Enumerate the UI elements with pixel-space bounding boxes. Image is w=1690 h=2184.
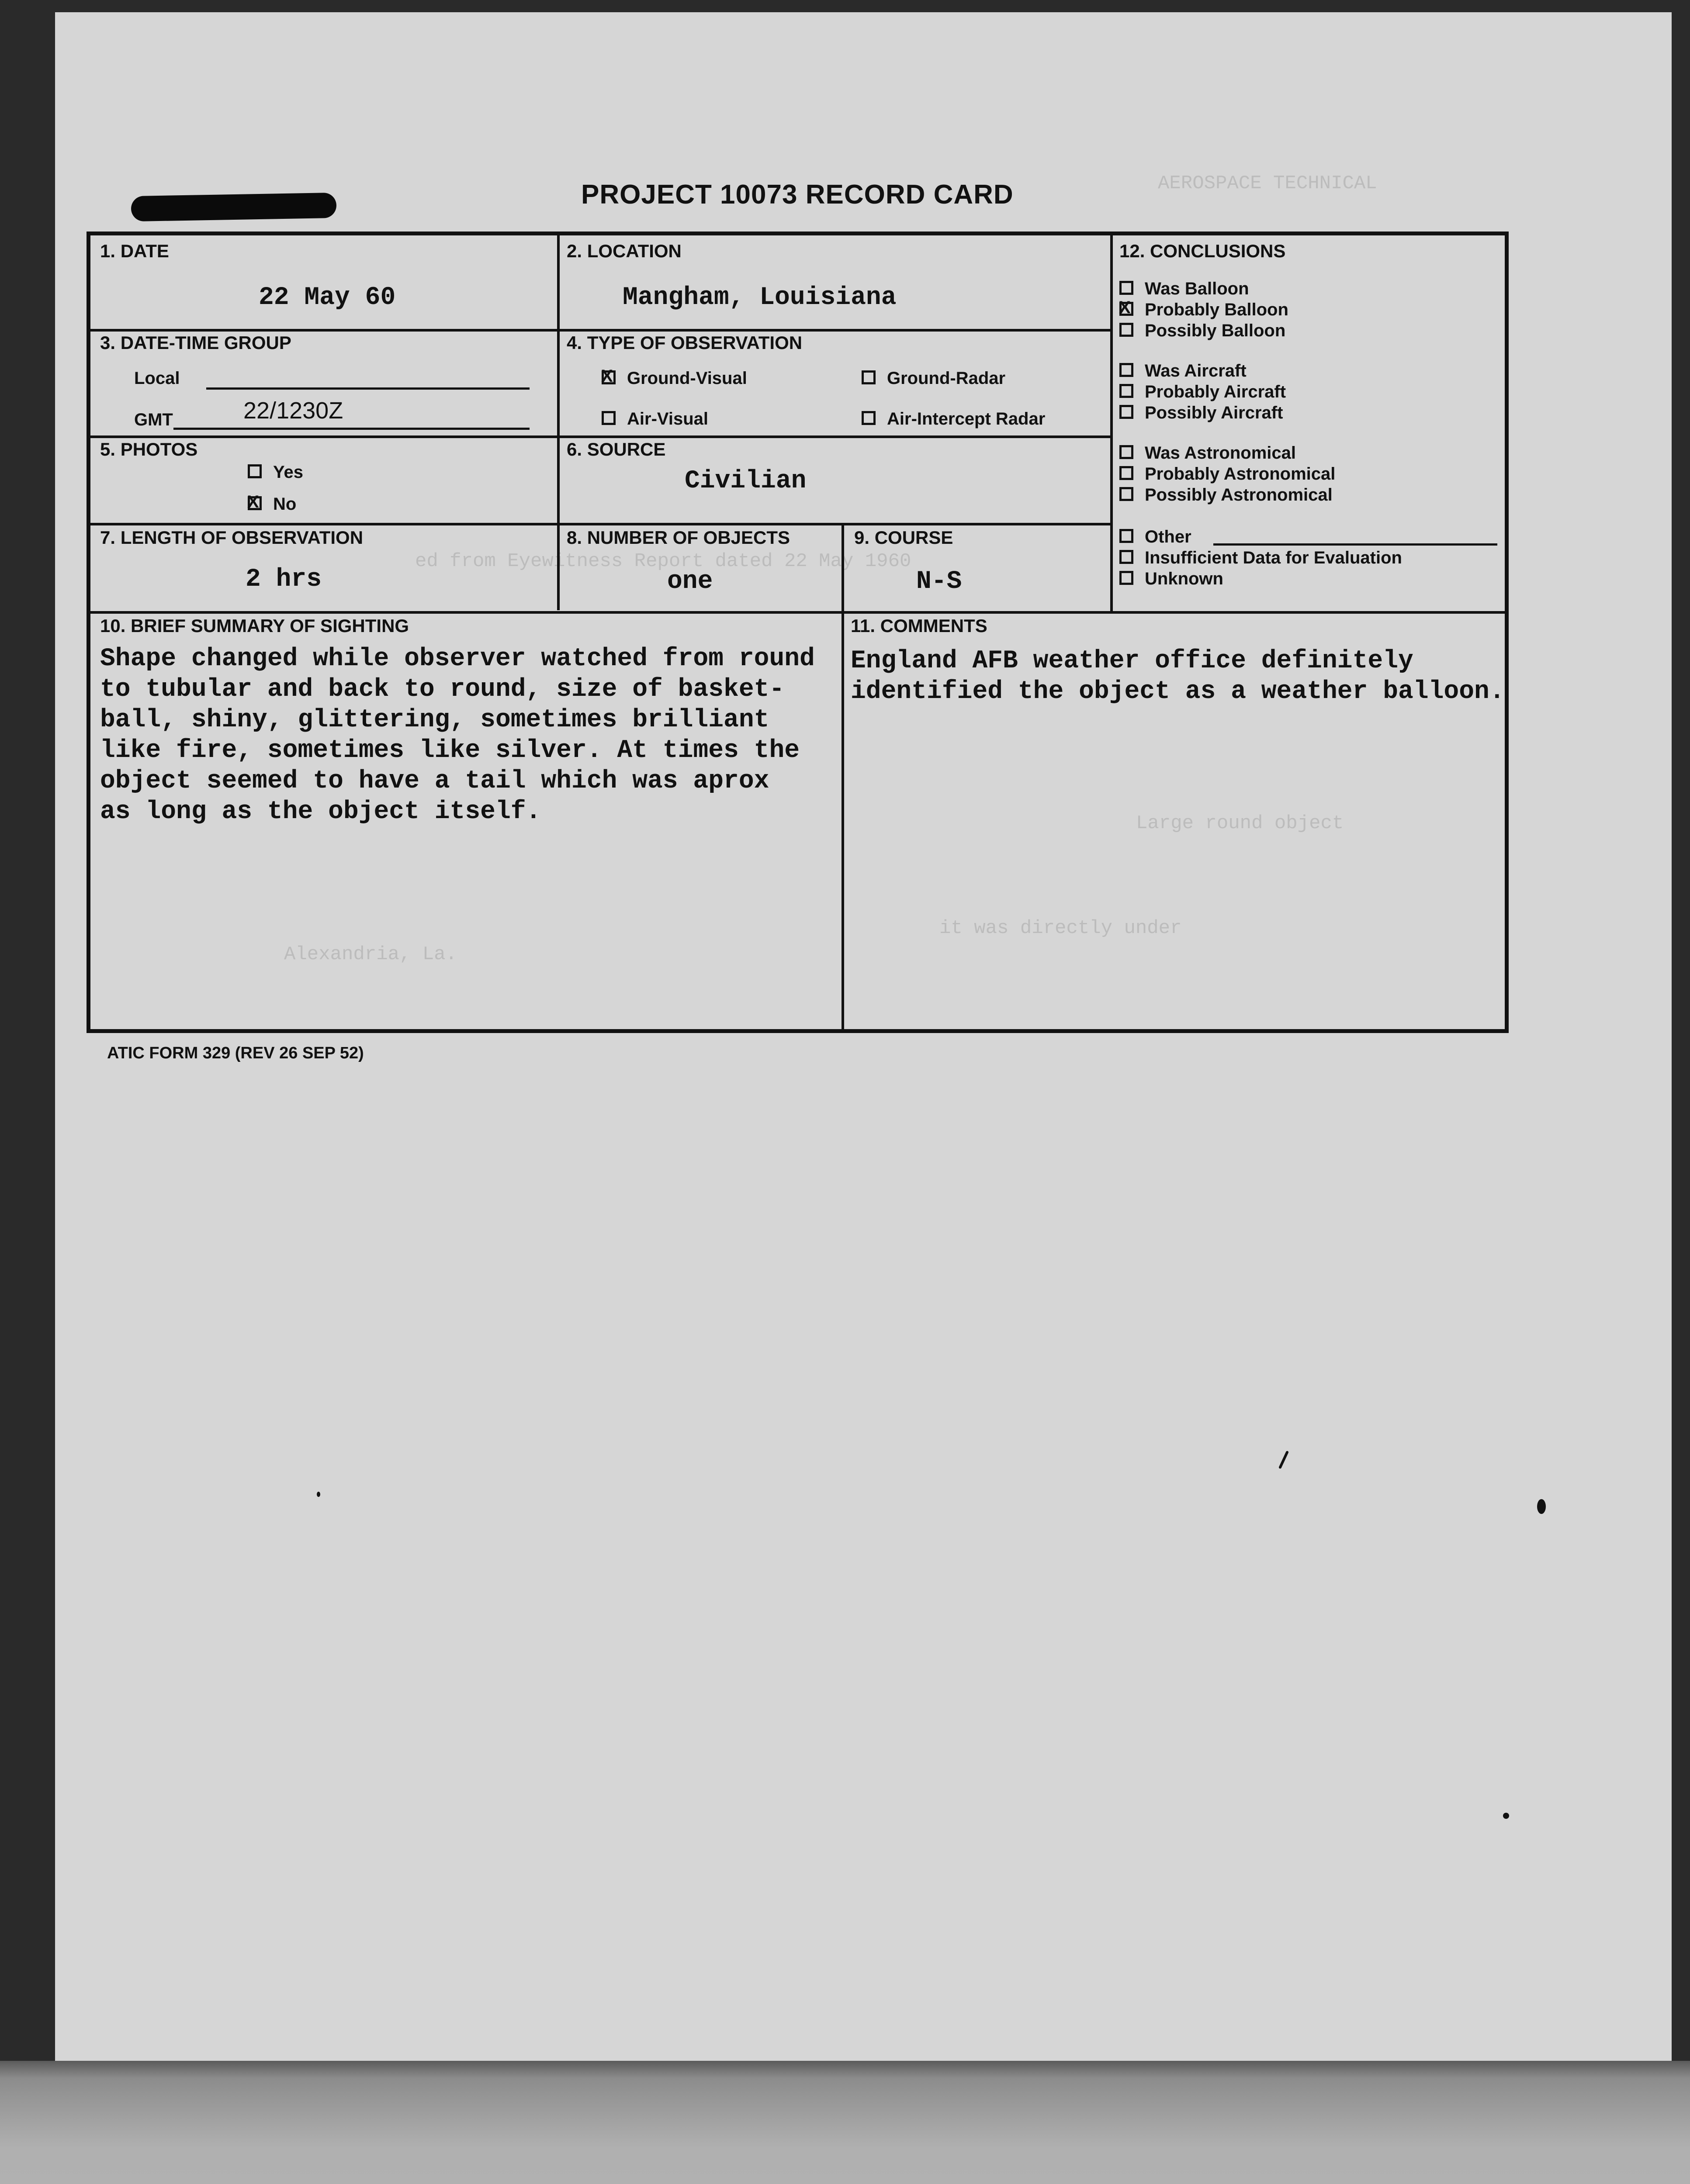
other-underline <box>1213 543 1497 546</box>
dtg-label: 3. DATE-TIME GROUP <box>100 332 291 353</box>
dust-speck <box>1537 1499 1546 1514</box>
checkbox-icon <box>1119 281 1133 295</box>
location-value: Mangham, Louisiana <box>623 283 897 312</box>
divider <box>90 523 1113 525</box>
length-value: 2 hrs <box>246 565 322 594</box>
checkbox-icon <box>1119 384 1133 398</box>
checkbox-checked-icon <box>602 370 616 384</box>
checkbox-icon <box>1119 529 1133 543</box>
conclusion-was-balloon[interactable]: Was Balloon <box>1119 279 1249 299</box>
bleed-through-text: ed from Eyewitness Report dated 22 May 1960 <box>415 550 911 572</box>
comment-line: identified the object as a weather balloon. <box>851 677 1505 706</box>
course-label: 9. COURSE <box>854 527 953 548</box>
divider <box>842 523 844 1033</box>
conclusion-was-aircraft[interactable]: Was Aircraft <box>1119 361 1247 381</box>
checkbox-icon <box>862 370 876 384</box>
date-label: 1. DATE <box>100 241 169 261</box>
conclusion-possibly-astronomical[interactable]: Possibly Astronomical <box>1119 485 1333 505</box>
summary-line: as long as the object itself. <box>100 798 541 826</box>
summary-line: ball, shiny, glittering, sometimes brilliant <box>100 706 769 734</box>
bleed-through-text: Alexandria, La. <box>284 943 457 965</box>
photos-label: 5. PHOTOS <box>100 439 198 460</box>
conclusion-insufficient-data[interactable]: Insufficient Data for Evaluation <box>1119 548 1402 568</box>
checkbox-checked-icon <box>1119 302 1133 316</box>
conclusion-possibly-balloon[interactable]: Possibly Balloon <box>1119 321 1285 341</box>
type-ground-visual[interactable]: XGround-Visual <box>602 369 747 388</box>
num-objects-value: one <box>667 567 713 596</box>
type-obs-label: 4. TYPE OF OBSERVATION <box>567 332 803 353</box>
date-value: 22 May 60 <box>259 283 396 312</box>
conclusion-unknown[interactable]: Unknown <box>1119 569 1223 589</box>
local-underline <box>206 387 530 390</box>
conclusion-other[interactable]: Other <box>1119 527 1191 547</box>
local-label: Local <box>134 369 180 388</box>
photos-yes[interactable]: Yes <box>248 463 303 482</box>
checkbox-icon <box>1119 571 1133 585</box>
bleed-through-text: it was directly under <box>939 917 1182 939</box>
form-id: ATIC FORM 329 (REV 26 SEP 52) <box>107 1044 364 1062</box>
checkbox-icon <box>602 411 616 425</box>
gmt-value: 22/1230Z <box>243 397 343 424</box>
checkbox-icon <box>1119 405 1133 419</box>
length-label: 7. LENGTH OF OBSERVATION <box>100 527 364 548</box>
divider <box>90 611 1506 614</box>
location-label: 2. LOCATION <box>567 241 682 261</box>
gmt-label: GMT <box>134 410 173 429</box>
summary-line: Shape changed while observer watched from round <box>100 645 815 673</box>
redaction-mark <box>131 193 337 221</box>
bleed-through-text: Large round object <box>1136 812 1344 834</box>
checkbox-icon <box>1119 323 1133 337</box>
type-air-intercept-radar[interactable]: Air-Intercept Radar <box>862 409 1045 429</box>
checkbox-icon <box>248 464 262 478</box>
dust-speck <box>317 1492 320 1497</box>
type-ground-radar[interactable]: Ground-Radar <box>862 369 1005 388</box>
checkbox-icon <box>1119 466 1133 480</box>
bleed-through-text: AEROSPACE TECHNICAL <box>1158 173 1377 194</box>
course-value: N-S <box>916 567 962 596</box>
checkbox-checked-icon <box>248 496 262 510</box>
checkbox-icon <box>1119 363 1133 377</box>
summary-line: like fire, sometimes like silver. At times the <box>100 736 800 765</box>
checkbox-icon <box>1119 487 1133 501</box>
dust-speck <box>1503 1813 1509 1819</box>
checkbox-icon <box>862 411 876 425</box>
summary-line: to tubular and back to round, size of basket- <box>100 675 785 704</box>
record-card-form <box>87 232 1509 1033</box>
comment-line: England AFB weather office definitely <box>851 647 1413 675</box>
type-air-visual[interactable]: Air-Visual <box>602 409 708 429</box>
photos-no[interactable]: XNo <box>248 494 296 514</box>
comments-label: 11. COMMENTS <box>851 615 987 636</box>
source-label: 6. SOURCE <box>567 439 666 460</box>
divider <box>90 435 1113 438</box>
summary-text <box>100 644 815 827</box>
card-title: PROJECT 10073 RECORD CARD <box>581 180 1014 210</box>
comments-text <box>851 646 1505 707</box>
divider <box>557 235 560 610</box>
summary-label: 10. BRIEF SUMMARY OF SIGHTING <box>100 615 409 636</box>
conclusions-label: 12. CONCLUSIONS <box>1119 241 1286 261</box>
checkbox-icon <box>1119 445 1133 459</box>
conclusion-was-astronomical[interactable]: Was Astronomical <box>1119 443 1296 463</box>
summary-line: object seemed to have a tail which was aprox <box>100 767 769 795</box>
divider <box>1110 235 1113 614</box>
conclusion-probably-aircraft[interactable]: Probably Aircraft <box>1119 382 1286 402</box>
gmt-underline <box>173 428 530 430</box>
source-value: Civilian <box>685 467 807 495</box>
num-objects-label: 8. NUMBER OF OBJECTS <box>567 527 790 548</box>
checkbox-icon <box>1119 550 1133 564</box>
divider <box>90 329 1113 332</box>
conclusion-probably-astronomical[interactable]: Probably Astronomical <box>1119 464 1335 484</box>
conclusion-possibly-aircraft[interactable]: Possibly Aircraft <box>1119 403 1283 423</box>
film-background <box>0 2061 1690 2184</box>
conclusion-probably-balloon[interactable]: XProbably Balloon <box>1119 300 1288 320</box>
